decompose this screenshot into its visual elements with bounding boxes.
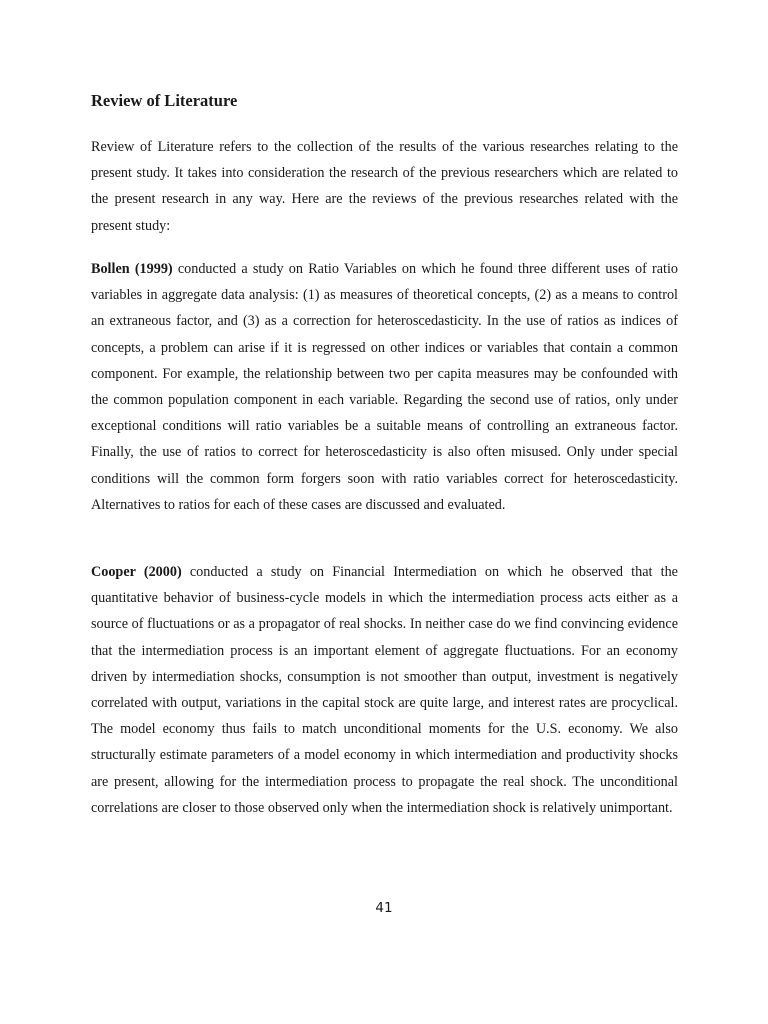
review-author-cooper: Cooper (2000) [91,564,182,580]
review-text-bollen: conducted a study on Ratio Variables on which he found three different uses of ratio variables in aggregate data analysis: (1) as measures of theoretical concepts, (2) as a means to control an extraneous factor, and (3) as a correction for heteroscedasticity. In the use of ratios as indices of concepts, a problem can arise if it is regressed on other indices or variables that contain a common component. For example, the relationship between two per capita measures may be confounded with the common population component in each variable. Regarding the second use of ratios, only under exceptional conditions will ratio variables be a suitable means of controlling an extraneous factor. Finally, the use of ratios to correct for heteroscedasticity is also often misused. Only under special conditions will the common form forgers soon with ratio variables correct for heteroscedasticity. Alternatives to ratios for each of these cases are discussed and evaluated. [91,261,678,513]
review-author-bollen: Bollen (1999) [91,261,173,277]
review-text-cooper: conducted a study on Financial Intermediation on which he observed that the quantitative behavior of business-cycle models in which the intermediation process acts either as a source of fluctuations or as a propagator of real shocks. In neither case do we find convincing evidence that the intermediation process is an important element of aggregate fluctuations. For an economy driven by intermediation shocks, consumption is not smoother than output, investment is negatively correlated with output, variations in the capital stock are quite large, and interest rates are procyclical. The model economy thus fails to match unconditional moments for the U.S. economy. We also structurally estimate parameters of a model economy in which intermediation and productivity shocks are present, allowing for the intermediation process to propagate the real shock. The unconditional correlations are closer to those observed only when the intermediation shock is relatively unimportant. [91,564,678,816]
page-number: 41 [375,900,393,916]
review-paragraph-cooper [91,559,678,821]
review-paragraph-bollen [91,256,678,518]
section-heading: Review of Literature [91,91,238,110]
intro-paragraph: Review of Literature refers to the collection of the results of the various researches relating to the present study. It takes into consideration the research of the previous researchers which are related to the present research in any way. Here are the reviews of the previous researches related with the present study: [91,139,678,234]
